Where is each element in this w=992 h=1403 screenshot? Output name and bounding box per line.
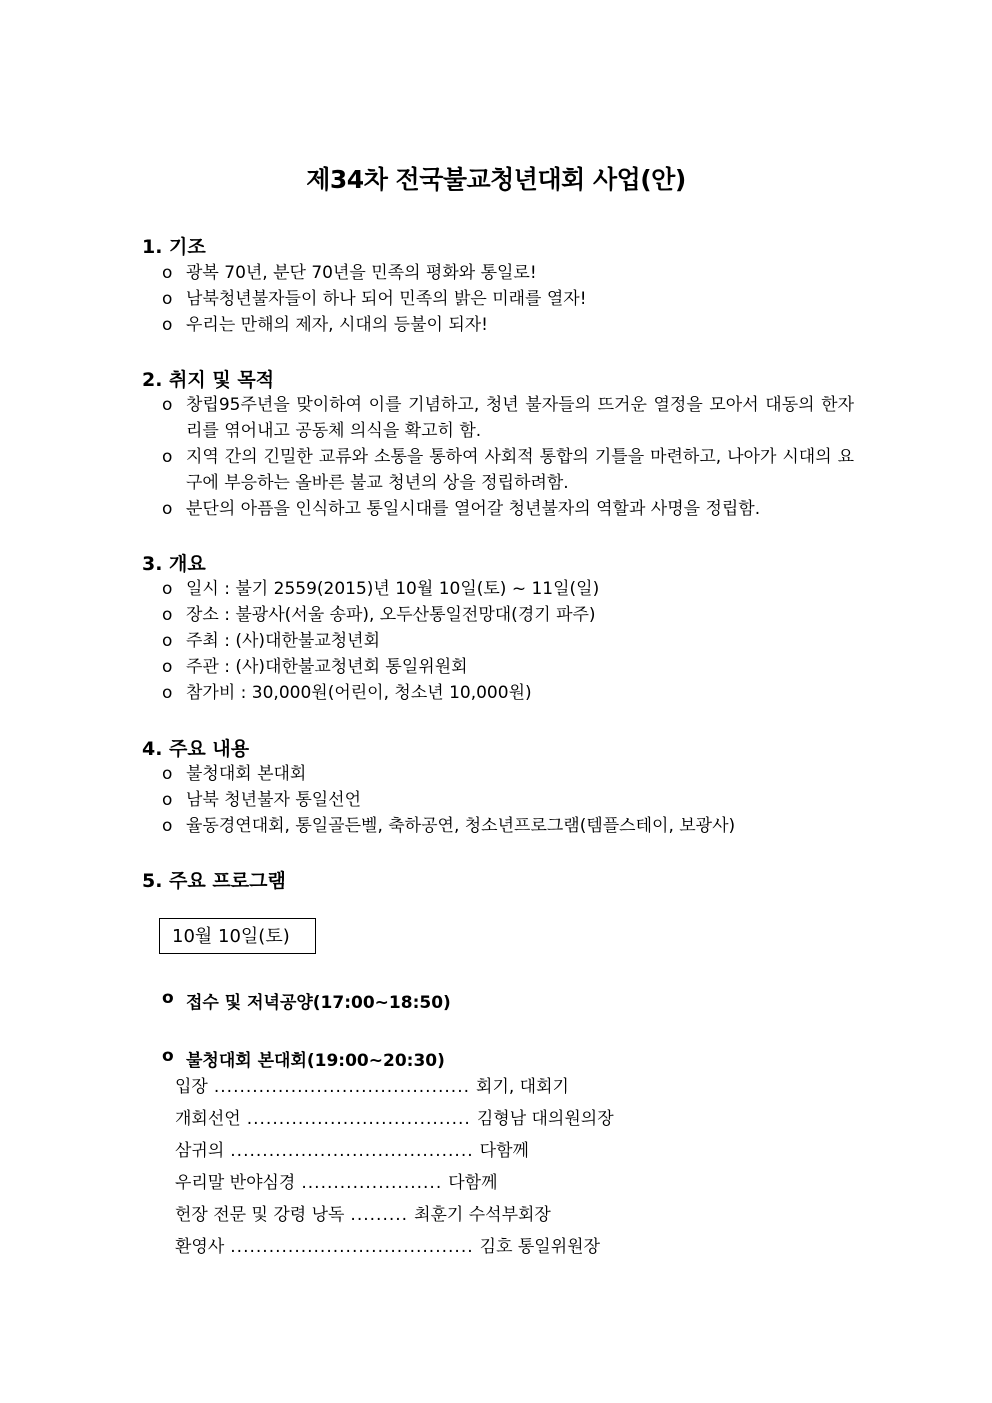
bullet-marker: o	[162, 315, 173, 335]
bullet-marker: o	[162, 631, 173, 651]
list-item-text: 우리는 만해의 제자, 시대의 등불이 되자!	[186, 315, 488, 335]
program-row-value: 다함께	[479, 1141, 529, 1161]
list-item-text: 장소 : 불광사(서울 송파), 오두산통일전망대(경기 파주)	[186, 605, 596, 625]
bullet-marker: o	[162, 988, 174, 1008]
program-row	[175, 1168, 498, 1193]
bullet-marker: o	[162, 764, 173, 784]
program-row-dots: ......................................	[230, 1237, 474, 1257]
section-heading-5: 5. 주요 프로그램	[142, 870, 286, 892]
program-row	[175, 1072, 569, 1097]
program-row-dots: ........................................	[213, 1077, 471, 1097]
list-item-text: 참가비 : 30,000원(어린이, 청소년 10,000원)	[186, 683, 532, 703]
bullet-marker: o	[162, 499, 173, 519]
list-item-text: 광복 70년, 분단 70년을 민족의 평화와 통일로!	[186, 263, 537, 283]
program-row-value: 김호 통일위원장	[479, 1237, 600, 1257]
bullet-marker: o	[162, 579, 173, 599]
list-item-text: 일시 : 불기 2559(2015)년 10월 10일(토) ~ 11일(일)	[186, 579, 600, 599]
program-row-value: 최훈기 수석부회장	[414, 1205, 551, 1225]
program-row	[175, 1200, 551, 1225]
bullet-marker: o	[162, 816, 173, 836]
list-item-text: 분단의 아픔을 인식하고 통일시대를 열어갈 청년불자의 역할과 사명을 정립함.	[186, 499, 761, 519]
bullet-marker: o	[162, 263, 173, 283]
bullet-marker: o	[162, 447, 173, 467]
program-row-value: 다함께	[448, 1173, 498, 1193]
program-row-value: 김형남 대의원의장	[476, 1109, 614, 1129]
section-heading-3: 3. 개요	[142, 553, 206, 575]
section-heading-1: 1. 기조	[142, 236, 206, 258]
program-row-label: 입장	[175, 1077, 208, 1097]
program-row	[175, 1232, 600, 1257]
bullet-marker: o	[162, 790, 173, 810]
program-row-label: 우리말 반야심경	[175, 1173, 296, 1193]
list-item-text: 남북 청년불자 통일선언	[186, 790, 362, 810]
bullet-marker: o	[162, 605, 173, 625]
program-main-event-text: 불청대회 본대회(19:00~20:30)	[186, 1051, 445, 1071]
program-row-dots: ......................	[301, 1173, 443, 1193]
bullet-marker: o	[162, 1046, 174, 1066]
bullet-marker: o	[162, 683, 173, 703]
program-row	[175, 1136, 529, 1161]
list-item-text: 남북청년불자들이 하나 되어 민족의 밝은 미래를 열자!	[186, 289, 587, 309]
list-item-text: 불청대회 본대회	[186, 764, 307, 784]
program-row-dots: .........	[350, 1205, 409, 1225]
bullet-marker: o	[162, 395, 173, 415]
section-heading-4: 4. 주요 내용	[142, 738, 250, 760]
section-heading-2: 2. 취지 및 목적	[142, 369, 275, 391]
list-item-text: 주최 : (사)대한불교청년회	[186, 631, 381, 651]
bullet-marker: o	[162, 289, 173, 309]
program-row	[175, 1104, 614, 1129]
program-row-dots: ......................................	[230, 1141, 474, 1161]
list-item-text: 율동경연대회, 통일골든벨, 축하공연, 청소년프로그램(템플스테이, 보광사)	[186, 816, 736, 836]
program-row-dots: ...................................	[246, 1109, 471, 1129]
program-row-value: 회기, 대회기	[476, 1077, 569, 1097]
program-reception-text: 접수 및 저녁공양(17:00~18:50)	[186, 993, 451, 1013]
program-row-label: 개회선언	[175, 1109, 241, 1129]
program-row-label: 삼귀의	[175, 1141, 225, 1161]
list-item-text: 주관 : (사)대한불교청년회 통일위원회	[186, 657, 468, 677]
bullet-marker: o	[162, 657, 173, 677]
list-item-text: 지역 간의 긴밀한 교류와 소통을 통하여 사회적 통합의 기틀을 마련하고, 나아가 시대의 요구에 부응하는 올바른 불교 청년의 상을 정립하려함.	[186, 447, 854, 493]
list-item-text: 창립95주년을 맞이하여 이를 기념하고, 청년 불자들의 뜨거운 열정을 모아서 대동의 한자리를 엮어내고 공동체 의식을 확고히 함.	[186, 395, 854, 441]
program-row-label: 환영사	[175, 1237, 225, 1257]
document-title: 제34차 전국불교청년대회 사업(안)	[306, 165, 686, 194]
program-date-box: 10월 10일(토)	[159, 918, 316, 954]
program-row-label: 헌장 전문 및 강령 낭독	[175, 1205, 345, 1225]
